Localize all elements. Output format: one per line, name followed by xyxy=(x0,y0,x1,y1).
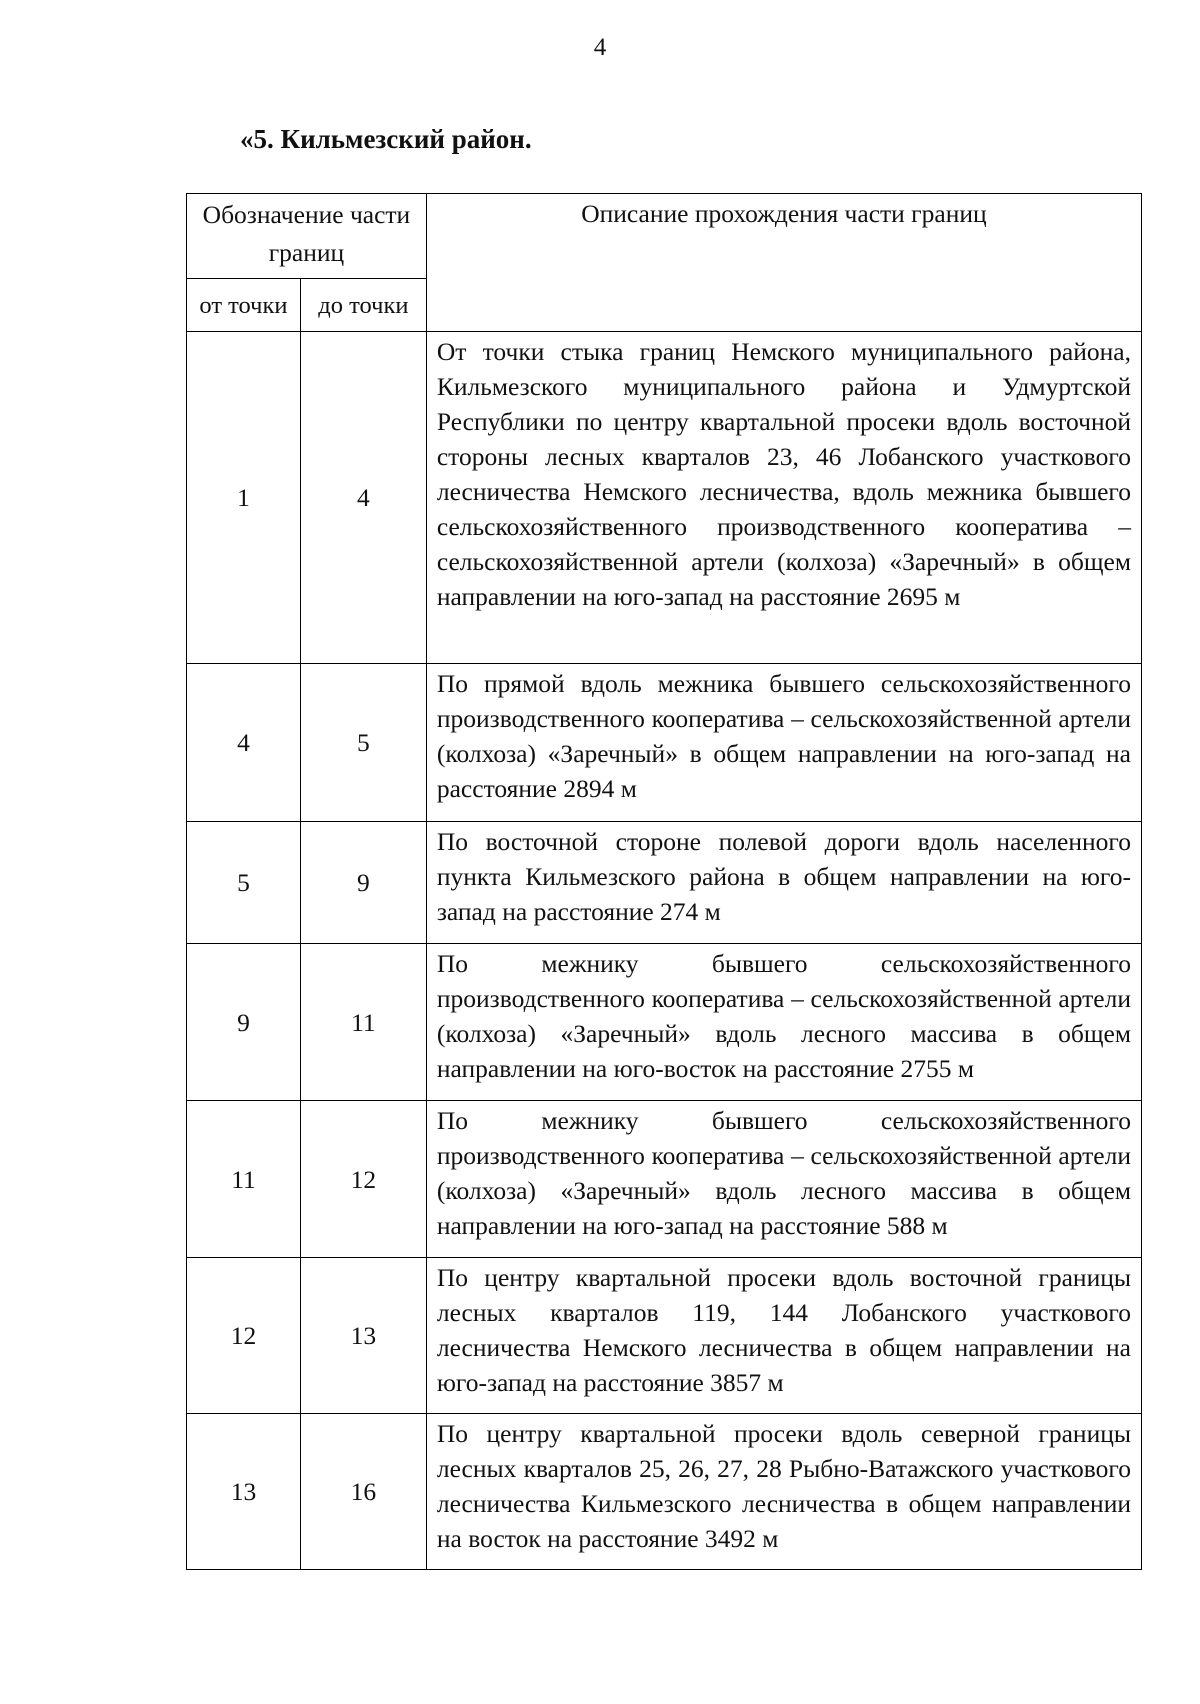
table-row xyxy=(187,664,1142,822)
to-point-cell: 5 xyxy=(300,664,426,822)
description-cell: По центру квартальной просеки вдоль северной границы лесных кварталов 25, 26, 27, 28 Рыбно-Ватажского участкового лесничества Кильмезского лесничества в общем направлении на восток на расстояние 3492 м xyxy=(426,1414,1141,1570)
from-point-cell: 9 xyxy=(187,944,301,1101)
table-row xyxy=(187,822,1142,944)
to-point-cell: 16 xyxy=(300,1414,426,1570)
to-point-cell: 9 xyxy=(300,822,426,944)
table-row xyxy=(187,1414,1142,1570)
description-cell: От точки стыка границ Немского муниципального района, Кильмезского муниципального района и Удмуртской Республики по центру квартальной просеки вдоль восточной стороны лесных кварталов 23, 46 Лобанского участкового лесничества Немского лесничества, вдоль межника бывшего сельскохозяйственного производственного кооператива – сельскохозяйственной артели (колхоза) «Заречный» в общем направлении на юго-запад на расстояние 2695 м xyxy=(426,332,1141,664)
boundary-table xyxy=(186,193,1142,1570)
table-header-row xyxy=(187,194,1142,279)
description-cell: По центру квартальной просеки вдоль восточной границы лесных кварталов 119, 144 Лобанского участкового лесничества Немского лесничества в общем направлении на юго-запад на расстояние 3857 м xyxy=(426,1258,1141,1414)
table-row xyxy=(187,944,1142,1101)
description-cell: По межнику бывшего сельскохозяйственного производственного кооператива – сельскохозяйственной артели (колхоза) «Заречный» вдоль лесного массива в общем направлении на юго-восток на расстояние 2755 м xyxy=(426,944,1141,1101)
header-to-point: до точки xyxy=(300,279,426,332)
page-number: 4 xyxy=(593,34,607,61)
description-cell: По восточной стороне полевой дороги вдоль населенного пункта Кильмезского района в общем направлении на юго-запад на расстояние 274 м xyxy=(426,822,1141,944)
table-row xyxy=(187,1258,1142,1414)
from-point-cell: 12 xyxy=(187,1258,301,1414)
from-point-cell: 13 xyxy=(187,1414,301,1570)
from-point-cell: 4 xyxy=(187,664,301,822)
from-point-cell: 11 xyxy=(187,1101,301,1258)
description-cell: По прямой вдоль межника бывшего сельскохозяйственного производственного кооператива – сельскохозяйственной артели (колхоза) «Заречный» в общем направлении на юго-запад на расстояние 2894 м xyxy=(426,664,1141,822)
description-cell: По межнику бывшего сельскохозяйственного производственного кооператива – сельскохозяйственной артели (колхоза) «Заречный» вдоль лесного массива в общем направлении на юго-запад на расстояние 588 м xyxy=(426,1101,1141,1258)
to-point-cell: 12 xyxy=(300,1101,426,1258)
header-description: Описание прохождения части границ xyxy=(426,194,1141,332)
to-point-cell: 11 xyxy=(300,944,426,1101)
from-point-cell: 5 xyxy=(187,822,301,944)
table-row xyxy=(187,1101,1142,1258)
to-point-cell: 13 xyxy=(300,1258,426,1414)
section-title: «5. Кильмезский район. xyxy=(240,124,532,154)
header-designation: Обозначение части границ xyxy=(187,194,427,279)
table-row xyxy=(187,332,1142,664)
from-point-cell: 1 xyxy=(187,332,301,664)
to-point-cell: 4 xyxy=(300,332,426,664)
header-from-point: от точки xyxy=(187,279,301,332)
